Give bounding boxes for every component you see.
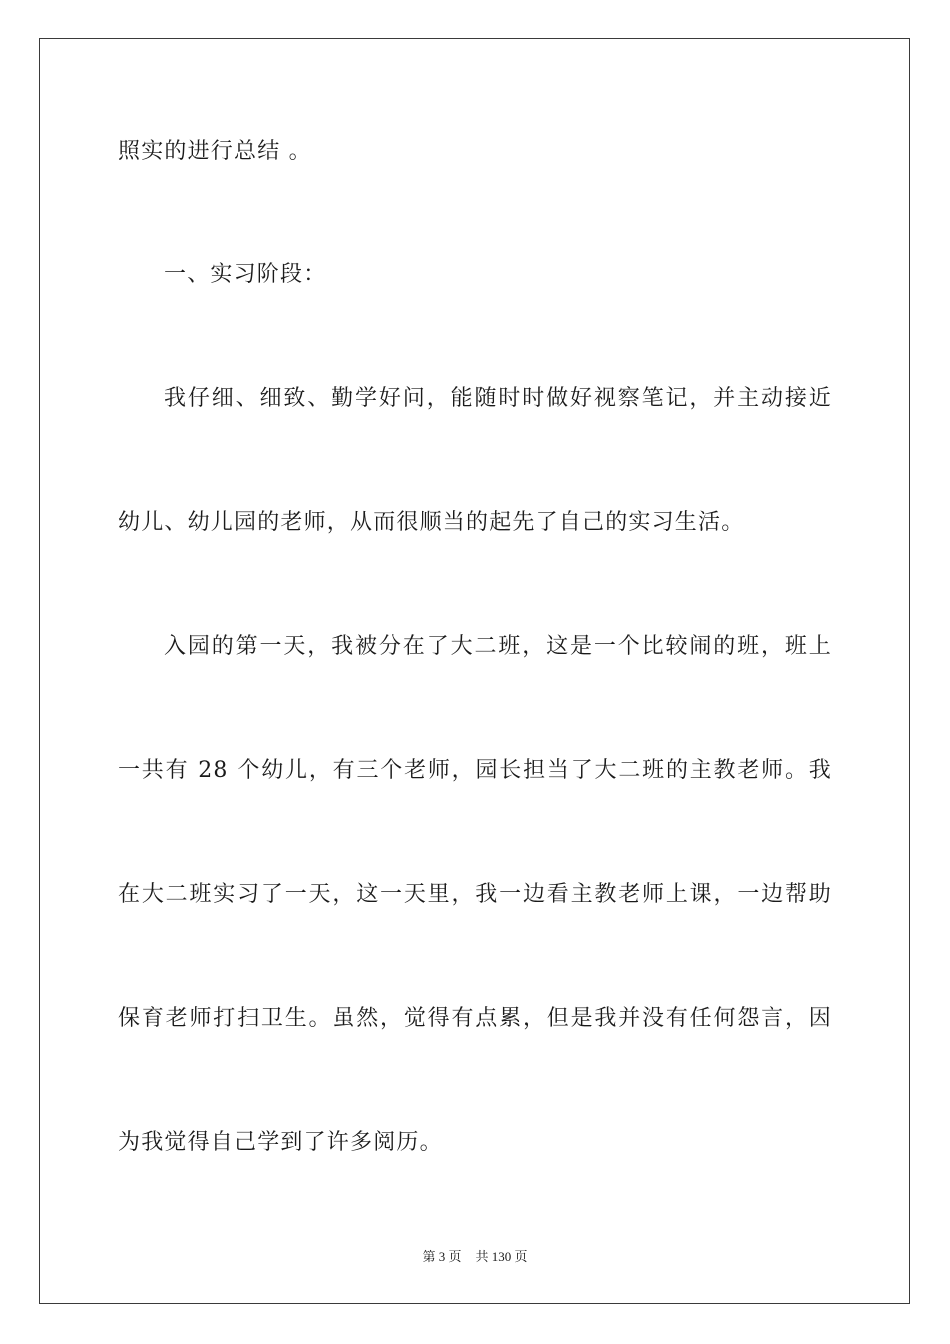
page-footer: [0, 1248, 950, 1266]
text-line-9: 为我觉得自己学到了许多阅历。: [118, 1130, 443, 1155]
page-border: [39, 38, 910, 1304]
section-heading: 一、实习阶段：: [164, 262, 327, 287]
text-line-3: 我仔细、细致、勤学好问，能随时时做好视察笔记，并主动接近: [164, 386, 832, 411]
text-line-5: 入园的第一天，我被分在了大二班，这是一个比较闹的班，班上: [164, 634, 832, 659]
page-total: 共 130 页: [475, 1249, 528, 1264]
text-line-7: 在大二班实习了一天，这一天里，我一边看主教老师上课，一边帮助: [118, 882, 832, 907]
text-line-4: 幼儿、幼儿园的老师，从而很顺当的起先了自己的实习生活。: [118, 510, 745, 535]
text-line-6: 一共有 28 个幼儿，有三个老师，园长担当了大二班的主教老师。我: [118, 758, 832, 783]
text-line-1: 照实的进行总结 。: [118, 139, 312, 164]
page-number: 第 3 页: [422, 1249, 462, 1264]
text-line-8: 保育老师打扫卫生。虽然，觉得有点累，但是我并没有任何怨言，因: [118, 1006, 832, 1031]
